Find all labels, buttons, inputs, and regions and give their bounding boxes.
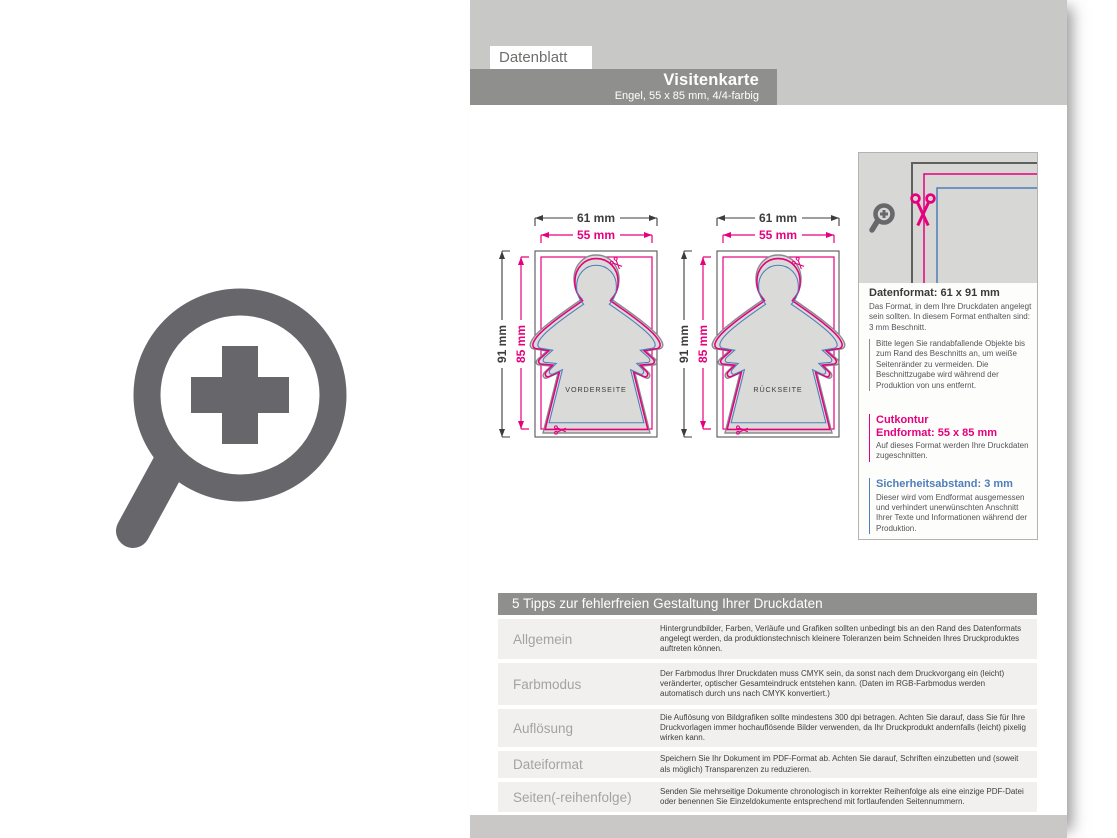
tip-row-seitenreihenfolge [498,782,1037,812]
page-subtitle: Engel, 55 x 85 mm, 4/4-farbig [614,90,759,102]
bleed-note: Bitte legen Sie randabfallende Objekte bis zum Rand des Beschnitts an, um weiße Seitenränder zu vermeiden. Die Beschnittzugabe wird während der Produktion von uns entfernt. [869,339,1032,391]
page-title: Visitenkarte [663,71,759,89]
cutkontur-heading: Cutkontur [876,414,929,426]
angel-outline [530,255,663,433]
tip-label: Dateiformat [513,757,583,772]
endformat-heading: Endformat: 55 x 85 mm [876,426,998,439]
cutkontur-block [869,414,1032,462]
tip-row-aufloesung [498,709,1037,747]
dim-height-outer: 91 mm [677,324,691,364]
dim-height-inner: 85 mm [514,324,528,364]
tip-label: Auflösung [513,720,574,736]
tip-text: Speichern Sie Ihr Dokument im PDF-Format ab. Achten Sie darauf, Schriften einzubetten und (soweit als möglich) Transparenzen zu reduzieren. [660,754,1019,774]
footer-band [470,815,1067,838]
rueckseite-diagram [675,202,853,444]
datenformat-text: Das Format, in dem Ihre Druckdaten angelegt sein sollten. In diesem Format enthalten sind: 3 mm Beschnitt. [869,302,1032,332]
tip-text: Der Farbmodus Ihrer Druckdaten muss CMYK sein, da sonst nach dem Druckvorgang ein (leicht) veränderter, optischer Gesamteindruck entstehen kann. (Daten im RGB-Farbmodus werden automatisch durch uns nach CMYK konvertiert.) [660,668,1005,699]
format-info-panel [858,152,1038,540]
title-bar [470,69,777,105]
dim-height-outer: 91 mm [495,324,509,364]
corner-zoom-preview [859,153,1037,283]
angel-outline [712,255,845,433]
dim-height-inner: 85 mm [696,324,710,364]
tip-label: Allgemein [513,631,573,647]
tip-text: Senden Sie mehrseitige Dokumente chronologisch in korrekter Reihenfolge als eine einzige PDF-Datei oder benennen Sie Einzeldokumente entsprechend mit fortlaufenden Seitennummern. [660,786,1024,806]
tip-label: Farbmodus [513,676,582,692]
dim-width-outer: 61 mm [576,211,616,225]
vorderseite-diagram [493,202,671,444]
tip-row-farbmodus [498,663,1037,705]
zoom-plus-icon [100,268,370,558]
endformat-text: Auf dieses Format werden Ihre Druckdaten zugeschnitten. [876,441,1029,461]
document-page [470,0,1067,838]
dim-width-inner: 55 mm [576,228,616,242]
tip-row-dateiformat [498,751,1037,778]
tip-row-allgemein [498,619,1037,659]
dim-width-inner: 55 mm [758,228,798,242]
tip-label: Seiten(-reihenfolge) [513,789,632,805]
dim-width-outer: 61 mm [758,211,798,225]
tip-text: Die Auflösung von Bildgrafiken sollte mindestens 300 dpi betragen. Achten Sie darauf, dass Sie für Ihre Druckvorlagen immer hochauflösende Bilder verwenden, da Ihr Druckprodukt andernfalls (leicht) pixelig wirken kann. [660,712,1026,743]
tip-text: Hintergrundbilder, Farben, Verläufe und Grafiken sollten unbedingt bis an den Rand des Datenformats angelegt werden, da produktionstechnisch kleinere Toleranzen beim Schneiden Ihres Druckproduktes auftreten können. [660,623,1022,654]
tips-header: 5 Tipps zur fehlerfreien Gestaltung Ihrer Druckdaten [498,593,1037,615]
sicherheitsabstand-block [869,478,1032,534]
datenblatt-tab: Datenblatt [490,46,592,69]
sicherheitsabstand-heading: Sicherheitsabstand: 3 mm [876,478,1013,490]
datenformat-heading: Datenformat: 61 x 91 mm [869,287,1000,299]
sicherheitsabstand-text: Dieser wird vom Endformat ausgemessen und verhindert unerwünschten Anschnitt Ihrer Texte und Informationen während der Produktion. [876,492,1028,533]
side-label: RÜCKSEITE [753,385,803,394]
side-label: VORDERSEITE [565,385,627,394]
